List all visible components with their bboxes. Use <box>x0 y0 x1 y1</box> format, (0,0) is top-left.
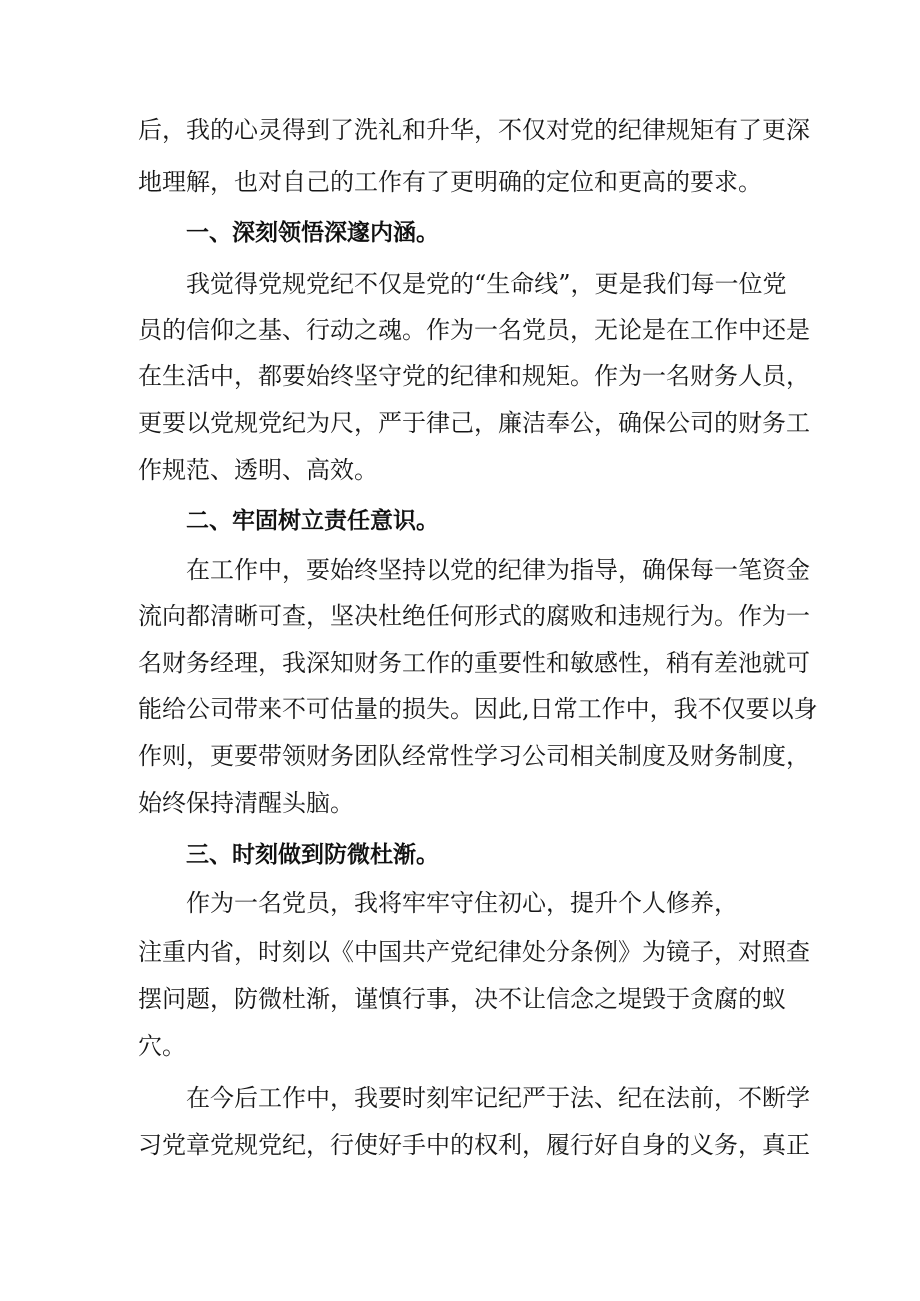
paragraph-line: 作规范、透明、高效。 <box>138 456 378 484</box>
paragraph-line: 注重内省，时刻以《中国共产党纪律处分条例》为镜子，对照查 <box>138 938 810 966</box>
paragraph-line: 摆问题，防微杜渐，谨慎行事，决不让信念之堤毁于贪腐的蚁 <box>138 985 786 1013</box>
paragraph-line: 在今后工作中，我要时刻牢记纪严于法、纪在法前，不断学 <box>186 1084 810 1112</box>
paragraph-line: 在工作中，要始终坚持以党的纪律为指导，确保每一笔资金 <box>186 556 810 584</box>
paragraph-line: 能给公司带来不可估量的损失。因此,日常工作中，我不仅要以身 <box>138 695 818 723</box>
paragraph-line: 在生活中，都要始终坚守党的纪律和规矩。作为一名财务人员， <box>138 362 810 390</box>
paragraph-line: 名财务经理，我深知财务工作的重要性和敏感性，稍有差池就可 <box>138 649 810 677</box>
paragraph-line: 流向都清晰可查，坚决杜绝任何形式的腐败和违规行为。作为一 <box>138 602 810 630</box>
section-heading-3: 三、时刻做到防微杜渐。 <box>186 842 439 868</box>
section-heading-1: 一、深刻领悟深邃内涵。 <box>186 220 439 246</box>
paragraph-line: 习党章党规党纪，行使好手中的权利，履行好自身的义务，真正 <box>138 1131 810 1159</box>
paragraph-line: 更要以党规党纪为尺，严于律己，廉洁奉公，确保公司的财务工 <box>138 409 810 437</box>
paragraph-line: 员的信仰之基、行动之魂。作为一名党员，无论是在工作中还是 <box>138 316 810 344</box>
paragraph-continuation-line: 后，我的心灵得到了洗礼和升华，不仅对党的纪律规矩有了更深 <box>138 116 810 144</box>
paragraph-line: 我觉得党规党纪不仅是党的“生命线”，更是我们每一位党 <box>186 270 787 298</box>
paragraph-line: 始终保持清醒头脑。 <box>138 789 354 817</box>
paragraph-line: 穴。 <box>138 1032 186 1060</box>
section-heading-2: 二、牢固树立责任意识。 <box>186 508 439 534</box>
paragraph-continuation-line: 地理解，也对自己的工作有了更明确的定位和更高的要求。 <box>138 168 762 196</box>
paragraph-line: 作则，更要带领财务团队经常性学习公司相关制度及财务制度， <box>138 742 810 770</box>
paragraph-line: 作为一名党员，我将牢牢守住初心，提升个人修养， <box>186 889 738 917</box>
